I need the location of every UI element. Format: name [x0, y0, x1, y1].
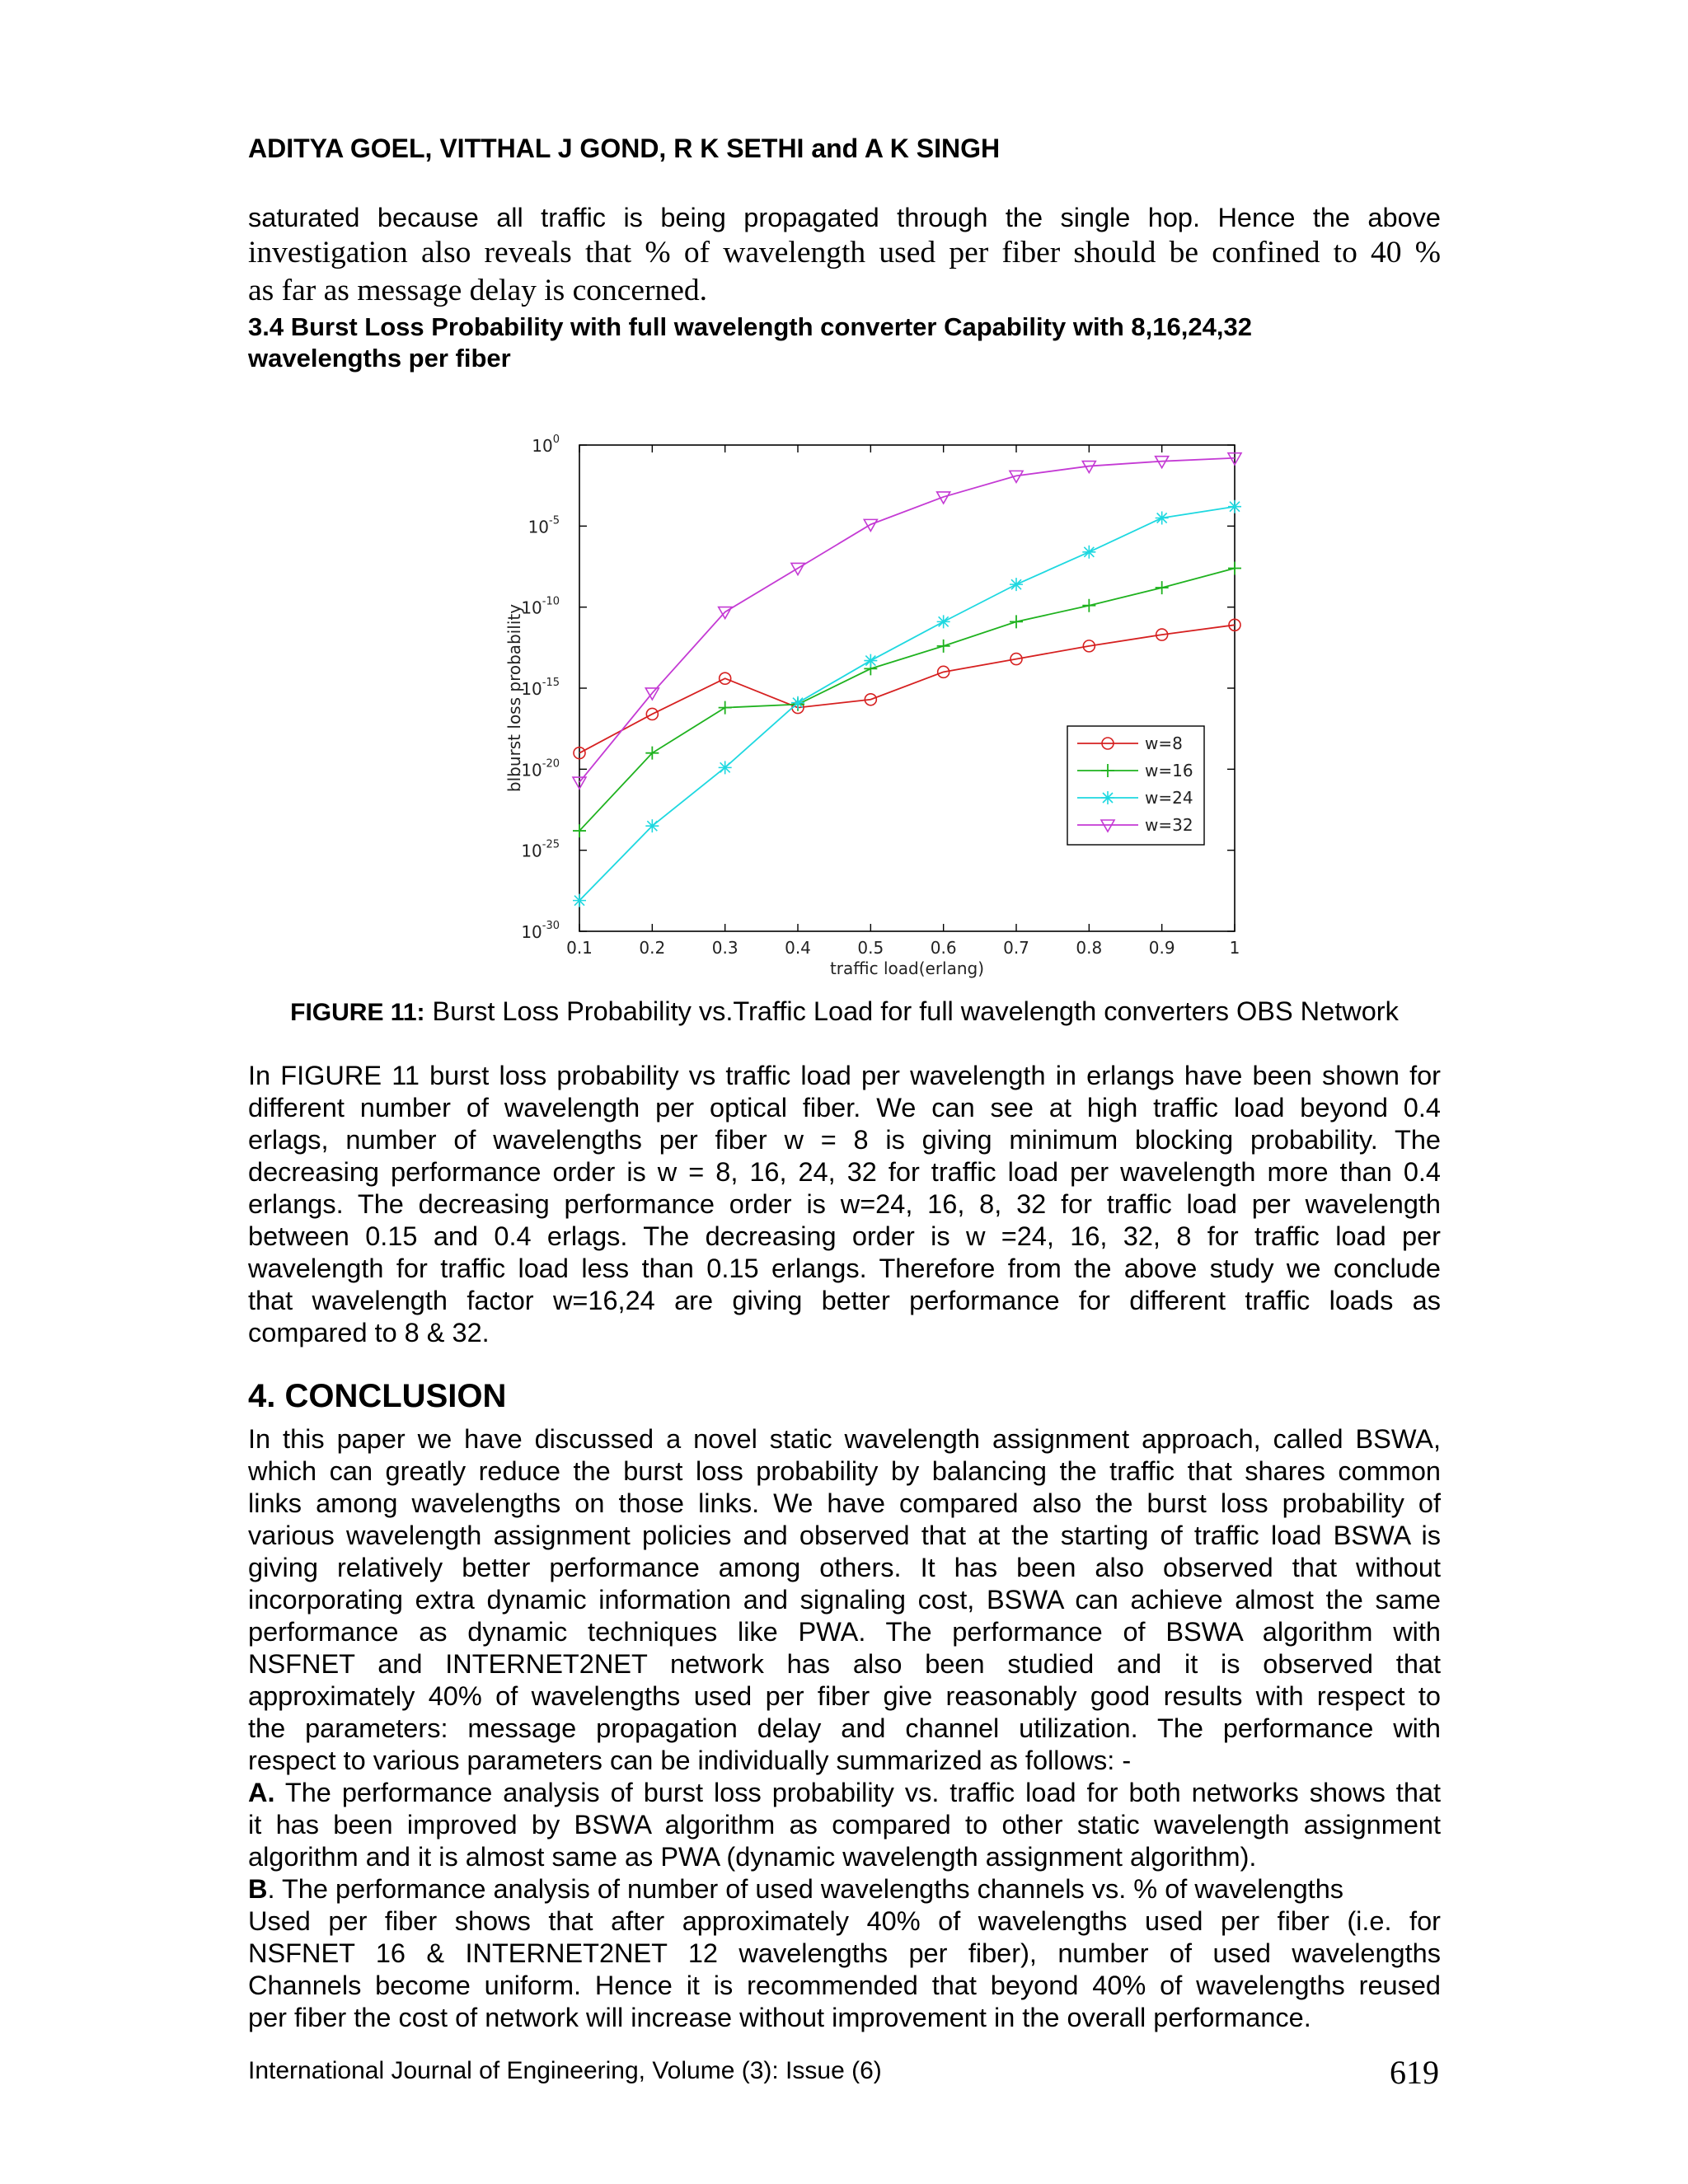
heading-line: 3.4 Burst Loss Probability with full wavelength converter Capability with 8,16,24,32 [248, 312, 1252, 341]
y-tick-label: $10^{-10}$ [521, 595, 560, 618]
text-line: it has been improved by BSWA algorithm as compared to other static wavelength assignment [248, 1810, 1441, 1840]
text-line: algorithm and it is almost same as PWA (dynamic wavelength assignment algorithm). [248, 1842, 1257, 1872]
data-point [645, 819, 659, 832]
text-line: respect to various parameters can be individually summarized as follows: - [248, 1746, 1132, 1775]
data-point [1101, 791, 1114, 804]
plot-area [579, 445, 1235, 931]
y-tick-label: $10^{-30}$ [521, 920, 560, 942]
data-point [573, 894, 586, 907]
x-tick-label: 0.4 [785, 938, 811, 958]
section-heading-3-4 [248, 312, 1441, 374]
item-a-label: A. [248, 1778, 275, 1807]
text-line: wavelength for traffic load less than 0.15 erlangs. Therefore from the above study we conclude [248, 1254, 1441, 1283]
text-line: different number of wavelength per optical fiber. We can see at high traffic load beyond 0.4 [248, 1093, 1441, 1122]
text-line: that wavelength factor w=16,24 are giving better performance for different traffic loads as [248, 1286, 1441, 1315]
y-tick-label: $10^0$ [532, 434, 560, 456]
text-line: approximately 40% of wavelengths used per fiber give reasonably good results with respect to [248, 1681, 1441, 1711]
text-line: erlags, number of wavelengths per fiber w = 8 is giving minimum blocking probability. The [248, 1125, 1441, 1155]
y-tick-label: $10^{-5}$ [528, 514, 560, 537]
item-a-text: The performance analysis of burst loss probability vs. traffic load for both networks shows that [274, 1778, 1441, 1807]
running-header-authors: ADITYA GOEL, VITTHAL J GOND, R K SETHI and A K SINGH [248, 134, 1001, 163]
text-line: various wavelength assignment policies and observed that at the starting of traffic load BSWA is [248, 1521, 1441, 1550]
data-point [937, 615, 950, 628]
intro-paragraph [248, 202, 1441, 374]
burst-loss-chart [486, 420, 1253, 989]
item-b-text: . The performance analysis of number of used wavelengths channels vs. % of wavelengths [267, 1874, 1344, 1904]
text-line: incorporating extra dynamic information and signaling cost, BSWA can achieve almost the same [248, 1585, 1441, 1615]
x-tick-label: 0.9 [1148, 938, 1175, 958]
text-line: giving relatively better performance among others. It has been also observed that without [248, 1553, 1441, 1582]
x-tick-label: 0.8 [1076, 938, 1103, 958]
x-tick-label: 1 [1229, 938, 1240, 958]
item-b-line [248, 1873, 1441, 1905]
heading-line: wavelengths per fiber [248, 344, 511, 373]
text-line: In this paper we have discussed a novel static wavelength assignment approach, called BSWA, [248, 1424, 1441, 1454]
data-point [791, 696, 804, 710]
legend-label: w=16 [1145, 761, 1193, 780]
text-line: saturated because all traffic is being propagated through the single hop. Hence the above [248, 203, 1441, 232]
x-axis-label: traffic load(erlang) [829, 958, 985, 978]
caption-label: FIGURE 11: [290, 999, 425, 1026]
item-b-label: B [248, 1874, 268, 1904]
text-line: which can greatly reduce the burst loss probability by balancing the traffic that shares common [248, 1456, 1441, 1486]
conclusion-heading: 4. CONCLUSION [248, 1378, 507, 1414]
caption-text: Burst Loss Probability vs.Traffic Load for full wavelength converters OBS Network [424, 996, 1399, 1026]
data-point [1156, 512, 1169, 525]
x-tick-label: 0.7 [1003, 938, 1029, 958]
text-line: Used per fiber shows that after approximately 40% of wavelengths used per fiber (i.e. for [248, 1906, 1441, 1936]
text-line: erlangs. The decreasing performance order is w=24, 16, 8, 32 for traffic load per wavelength [248, 1189, 1441, 1219]
text-line: between 0.15 and 0.4 erlags. The decreasing order is w =24, 16, 32, 8 for traffic load per [248, 1221, 1441, 1251]
figure-caption [248, 993, 1441, 1031]
x-tick-label: 0.1 [566, 938, 593, 958]
page-number: 619 [1390, 2054, 1439, 2091]
legend-label: w=24 [1145, 788, 1193, 808]
text-line: NSFNET 16 & INTERNET2NET 12 wavelengths per fiber), number of used wavelengths [248, 1938, 1441, 1968]
y-axis-label: blburst loss probability [504, 603, 524, 793]
text-line: compared to 8 & 32. [248, 1318, 490, 1347]
data-point [1010, 578, 1023, 591]
data-point [719, 761, 732, 774]
x-tick-label: 0.3 [711, 938, 738, 958]
data-point [1228, 500, 1241, 513]
discussion-paragraph [248, 1060, 1441, 1349]
x-tick-label: 0.5 [857, 938, 884, 958]
legend-label: w=32 [1145, 815, 1193, 835]
y-tick-label: $10^{-20}$ [521, 757, 560, 780]
text-line: performance as dynamic techniques like PWA. The performance of BSWA algorithm with [248, 1617, 1441, 1647]
text-line: as far as message delay is concerned. [248, 274, 708, 307]
text-line: links among wavelengths on those links. We have compared also the burst loss probability of [248, 1488, 1441, 1518]
y-tick-label: $10^{-15}$ [521, 677, 560, 699]
text-line: decreasing performance order is w = 8, 16, 24, 32 for traffic load per wavelength more than 0.4 [248, 1157, 1441, 1187]
text-line: Channels become uniform. Hence it is recommended that beyond 40% of wavelengths reused [248, 1971, 1441, 2000]
x-tick-label: 0.2 [639, 938, 666, 958]
item-a-line [248, 1777, 1441, 1809]
text-line: per fiber the cost of network will increase without improvement in the overall performance. [248, 2003, 1311, 2032]
text-line: the parameters: message propagation delay and channel utilization. The performance with [248, 1713, 1441, 1743]
x-tick-label: 0.6 [930, 938, 957, 958]
text-line: In FIGURE 11 burst loss probability vs traffic load per wavelength in erlangs have been shown for [248, 1061, 1441, 1090]
data-point [1082, 546, 1095, 559]
figure-11 [486, 420, 1253, 989]
footer-journal: International Journal of Engineering, Volume (3): Issue (6) [248, 2057, 882, 2084]
text-line: NSFNET and INTERNET2NET network has also been studied and it is observed that [248, 1649, 1441, 1679]
text-line: investigation also reveals that % of wavelength used per fiber should be confined to 40 % [248, 236, 1441, 269]
legend-label: w=8 [1145, 733, 1183, 753]
data-point [864, 654, 877, 668]
conclusion-body [248, 1423, 1441, 2034]
y-tick-label: $10^{-25}$ [521, 838, 560, 861]
